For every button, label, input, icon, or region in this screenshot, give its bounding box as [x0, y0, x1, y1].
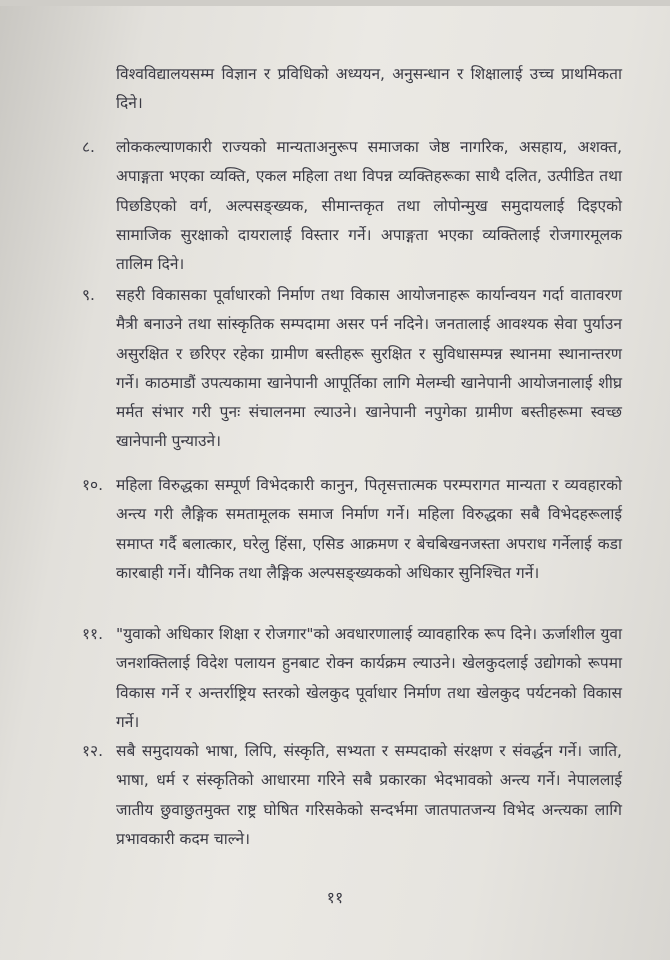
item-number: १०. [82, 476, 104, 494]
page-number: ११ [326, 888, 344, 907]
item-text: "युवाको अधिकार शिक्षा र रोजगार"को अवधारणालाई व्यावहारिक रूप दिने। ऊर्जाशील युवा जनशक्तिलाई विदेश पलायन हुनबाट रोक्न कार्यक्रम ल्याउने। खेलकुदलाई उद्योगको रूपमा विकास गर्ने र अन्तर्राष्ट्रिय स्तरको खेलकुद पूर्वाधार निर्माण तथा खेलकुद पर्यटनको विकास गर्ने। [116, 625, 622, 731]
list-item [82, 620, 622, 737]
item-number: ८. [82, 138, 95, 156]
item-text: विश्वविद्यालयसम्म विज्ञान र प्रविधिको अध्ययन, अनुसन्धान र शिक्षालाई उच्च प्राथमिकता दिने। [116, 65, 622, 113]
item-number: ९. [82, 286, 95, 304]
item-text: सबै समुदायको भाषा, लिपि, संस्कृति, सभ्यता र सम्पदाको संरक्षण र संवर्द्धन गर्ने। जाति, भाषा, धर्म र संस्कृतिको आधारमा गरिने सबै प्रकारका भेदभावको अन्त्य गर्ने। नेपाललाई जातीय छुवाछुतमुक्त राष्ट्र घोषित गरिसकेको सन्दर्भमा जातपातजन्य विभेद अन्त्यका लागि प्रभावकारी कदम चाल्ने। [116, 742, 622, 848]
item-text: सहरी विकासका पूर्वाधारको निर्माण तथा विकास आयोजनाहरू कार्यान्वयन गर्दा वातावरण मैत्री बनाउने तथा सांस्कृतिक सम्पदामा असर पर्न नदिने। जनतालाई आवश्यक सेवा पुर्याउन असुरक्षित र छरिएर रहेका ग्रामीण बस्तीहरू सुरक्षित र सुविधासम्पन्न स्थानमा स्थानान्तरण गर्ने। काठमाडौं उपत्यकामा खानेपानी आपूर्तिका लागि मेलम्ची खानेपानी आयोजनालाई शीघ्र मर्मत संभार गरी पुनः संचालनमा ल्याउने। खानेपानी नपुगेका ग्रामीण बस्तीहरूमा स्वच्छ खानेपानी पुन्याउने। [116, 286, 622, 451]
item-text: लोककल्याणकारी राज्यको मान्यताअनुरूप समाजका जेष्ठ नागरिक, असहाय, अशक्त, अपाङ्गता भएका व्यक्ति, एकल महिला तथा विपन्न व्यक्तिहरूका साथै दलित, उत्पीडित तथा पिछडिएको वर्ग, अल्पसङ्ख्यक, सीमान्तकृत तथा लोपोन्मुख समुदायलाई दिइएको सामाजिक सुरक्षाको दायरालाई विस्तार गर्ने। अपाङ्गता भएका व्यक्तिलाई रोजगारमूलक तालिम दिने। [116, 138, 622, 274]
item-text: महिला विरुद्धका सम्पूर्ण विभेदकारी कानुन, पितृसत्तात्मक परम्परागत मान्यता र व्यवहारको अन्त्य गरी लैङ्गिक समतामूलक समाज निर्माण गर्ने। महिला विरुद्धका सबै विभेदहरूलाई समाप्त गर्दै बलात्कार, घरेलु हिंसा, एसिड आक्रमण र बेचबिखनजस्ता अपराध गर्नेलाई कडा कारबाही गर्ने। यौनिक तथा लैङ्गिक अल्पसङ्ख्यकको अधिकार सुनिश्चित गर्ने। [116, 476, 622, 582]
list-item [82, 737, 622, 854]
list-item [82, 133, 622, 279]
list-item [82, 281, 622, 457]
item-number: ११. [82, 625, 104, 643]
list-item [82, 471, 622, 588]
item-number: १२. [82, 742, 104, 760]
page-edge [0, 0, 670, 6]
list-item [82, 60, 622, 119]
